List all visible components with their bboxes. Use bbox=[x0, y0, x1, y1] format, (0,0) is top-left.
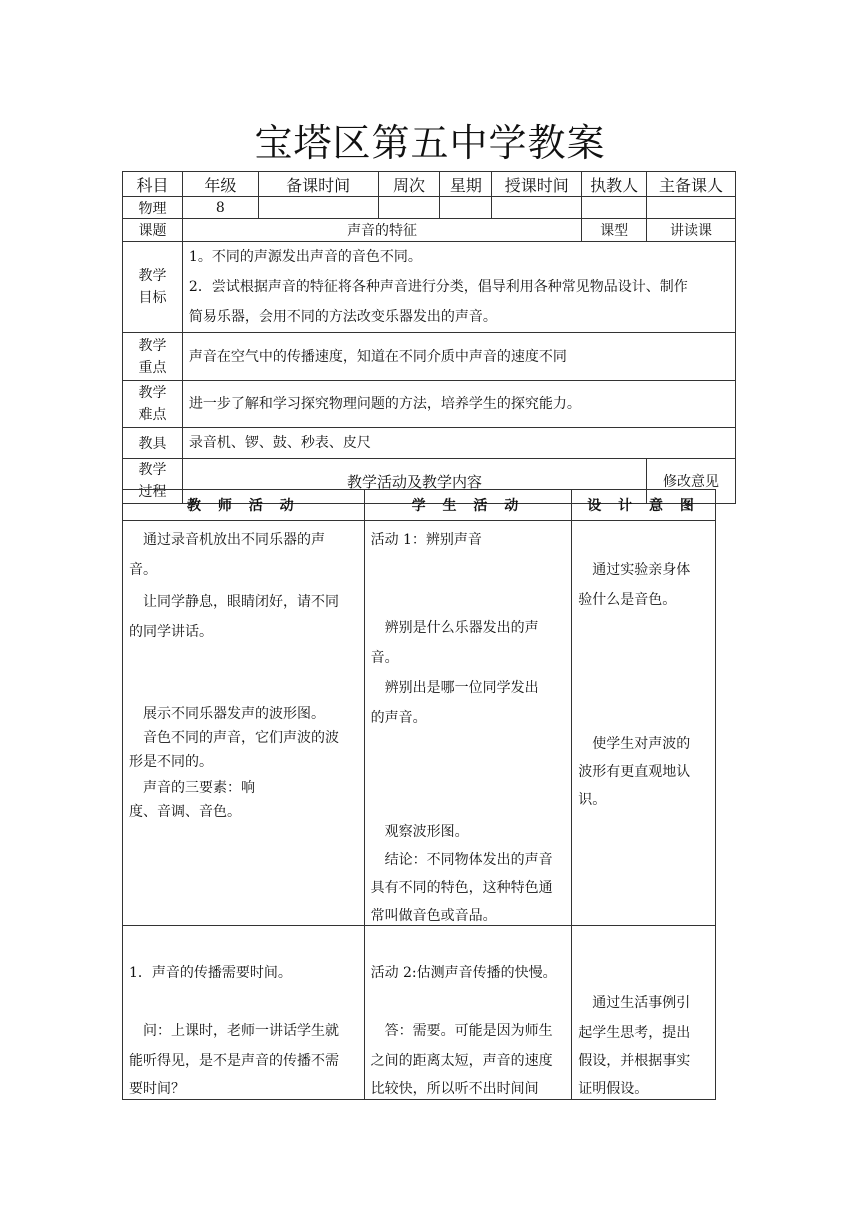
header-row bbox=[123, 172, 736, 197]
goal-line-3: 简易乐器，会用不同的方法改变乐器发出的声音。 bbox=[188, 309, 497, 325]
design-intent-header: 设 计 意 图 bbox=[572, 490, 716, 521]
design-intent-2: 通过生活事例引 起学生思考，提出 假设，并根据事实 证明假设。 bbox=[572, 926, 716, 1100]
difficulty-row bbox=[123, 381, 736, 428]
difficulty-content: 进一步了解和学习探究物理问题的方法，培养学生的探究能力。 bbox=[182, 381, 735, 428]
values-row bbox=[123, 197, 736, 219]
teacher-activity-header: 教 师 活 动 bbox=[123, 490, 365, 521]
col-week: 周次 bbox=[378, 172, 440, 197]
focus-label: 教学 重点 bbox=[123, 333, 183, 381]
tools-content: 录音机、锣、鼓、秒表、皮尺 bbox=[182, 428, 735, 459]
lesson-info-table bbox=[122, 171, 736, 504]
process-label: 教学 过程 bbox=[123, 459, 183, 504]
col-grade: 年级 bbox=[182, 172, 258, 197]
goals-label: 教学 目标 bbox=[123, 242, 183, 333]
value-teacher bbox=[582, 197, 647, 219]
difficulty-label: 教学 难点 bbox=[123, 381, 183, 428]
col-weekday: 星期 bbox=[440, 172, 492, 197]
value-grade: 8 bbox=[182, 197, 258, 219]
process-content: 教学活动及教学内容 bbox=[182, 459, 646, 504]
tools-row bbox=[123, 428, 736, 459]
value-subject: 物理 bbox=[123, 197, 183, 219]
value-class-time bbox=[492, 197, 582, 219]
student-activity-header: 学 生 活 动 bbox=[364, 490, 572, 521]
teacher-activity-1: 通过录音机放出不同乐器的声 音。 让同学静息，眼睛闭好，请不同 的同学讲话。 展示不同乐器发声的波形图。 音色不同的声音，它们声波的波 形是不同的。 声音的三要素：响 度、音调、音色。 bbox=[123, 521, 365, 926]
focus-row bbox=[123, 333, 736, 381]
value-lead-preparer bbox=[647, 197, 736, 219]
col-teacher: 执教人 bbox=[582, 172, 647, 197]
activity-table bbox=[122, 489, 716, 1100]
revise-opinion: 修改意见 bbox=[647, 459, 736, 504]
col-subject: 科目 bbox=[123, 172, 183, 197]
activity-header-row bbox=[123, 490, 716, 521]
col-class-time: 授课时间 bbox=[492, 172, 582, 197]
focus-content: 声音在空气中的传播速度，知道在不同介质中声音的速度不同 bbox=[182, 333, 735, 381]
value-week bbox=[378, 197, 440, 219]
tools-label: 教具 bbox=[123, 428, 183, 459]
value-prep-time bbox=[258, 197, 378, 219]
design-intent-1: 通过实验亲身体 验什么是音色。 使学生对声波的 波形有更直观地认 识。 bbox=[572, 521, 716, 926]
topic-row bbox=[123, 219, 736, 242]
activity-row-1 bbox=[123, 521, 716, 926]
topic-label: 课题 bbox=[123, 219, 183, 242]
value-weekday bbox=[440, 197, 492, 219]
col-prep-time: 备课时间 bbox=[258, 172, 378, 197]
teacher-activity-2: 1．声音的传播需要时间。 问：上课时，老师一讲话学生就 能听得见，是不是声音的传播不需 要时间？ bbox=[123, 926, 365, 1100]
topic-value: 声音的特征 bbox=[182, 219, 581, 242]
goal-line-1: 1。不同的声源发出声音的音色不同。 bbox=[188, 249, 422, 265]
student-activity-1: 活动 1：辨别声音 辨别是什么乐器发出的声 音。 辨别出是哪一位同学发出 的声音。 观察波形图。 结论：不同物体发出的声音 具有不同的特色，这种特色通 常叫做音色或音品。 bbox=[364, 521, 572, 926]
lesson-type-label: 课型 bbox=[582, 219, 647, 242]
goals-content bbox=[182, 242, 735, 333]
goals-row bbox=[123, 242, 736, 333]
activity-row-2 bbox=[123, 926, 716, 1100]
lesson-type-value: 讲读课 bbox=[647, 219, 736, 242]
col-lead-preparer: 主备课人 bbox=[647, 172, 736, 197]
page-title: 宝塔区第五中学教案 bbox=[254, 121, 606, 165]
student-activity-2: 活动 2:估测声音传播的快慢。 答：需要。可能是因为师生 之间的距离太短，声音的速度 比较快，所以听不出时间间 bbox=[364, 926, 572, 1100]
goal-line-2: 2．尝试根据声音的特征将各种声音进行分类，倡导利用各种常见物品设计、制作 bbox=[188, 279, 688, 295]
